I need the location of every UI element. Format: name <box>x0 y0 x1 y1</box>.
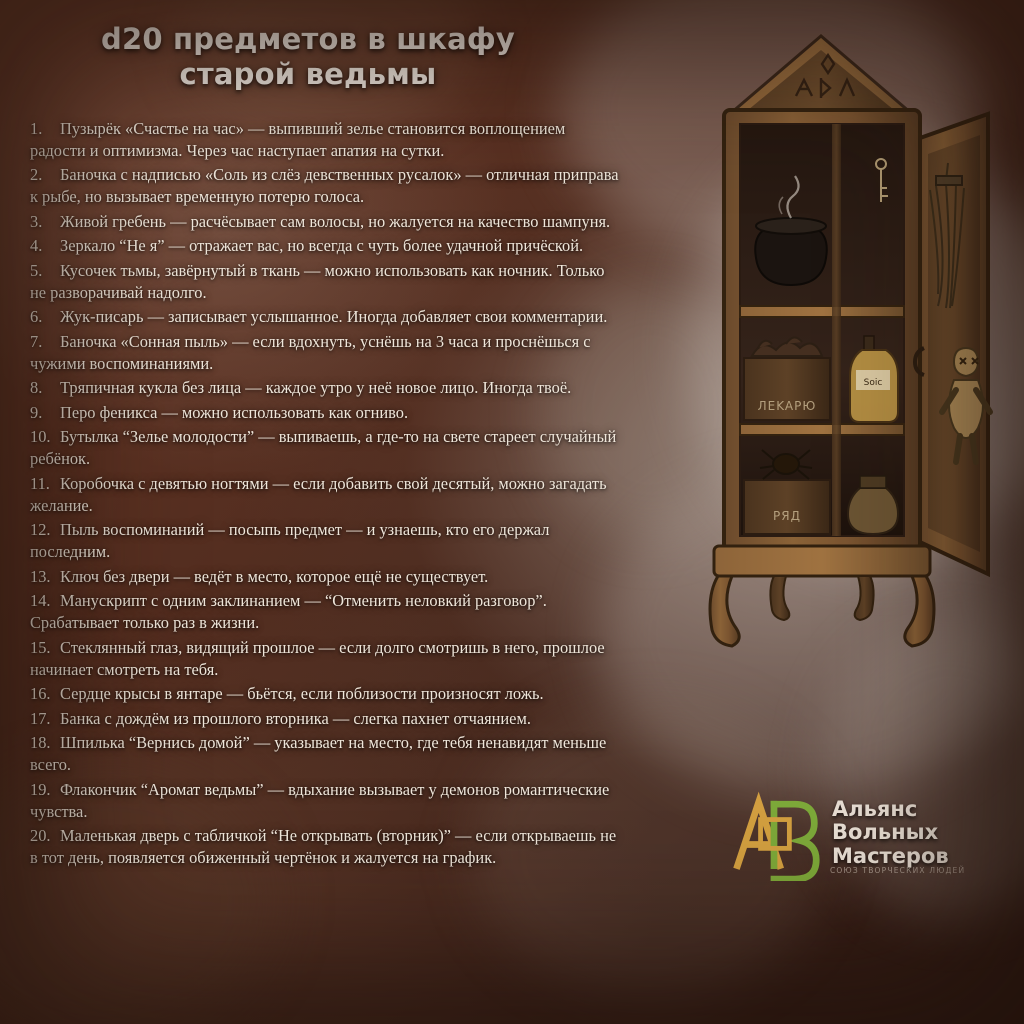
list-item-text: Коробочка с девятью ногтями — если добавить свой десятый, можно загадать желание. <box>30 473 607 515</box>
list-item <box>30 211 622 233</box>
list-item-text: Жук-писарь — записывает услышанное. Иногда добавляет свои комментарии. <box>60 307 608 327</box>
list-item <box>30 118 622 162</box>
svg-text:Soic: Soic <box>863 378 883 388</box>
list-item <box>30 779 622 823</box>
list-item-number: 11. <box>30 473 50 493</box>
title-line-2: старой ведьмы <box>179 57 437 92</box>
list-item <box>30 402 622 424</box>
item-list <box>30 118 622 872</box>
list-item <box>30 519 622 563</box>
list-item-number: 20. <box>30 826 51 846</box>
list-item-number: 7. <box>30 331 43 351</box>
list-item-number: 3. <box>30 211 43 231</box>
list-item-number: 5. <box>30 260 43 280</box>
list-item-text: Маленькая дверь с табличкой “Не открывать (вторник)” — если открываешь не в тот день, появляется обиженный чертёнок и жалуется на график. <box>30 826 617 868</box>
list-item <box>30 377 622 399</box>
list-item-number: 9. <box>30 402 43 422</box>
list-item-text: Зеркало “Не я” — отражает вас, но всегда с чуть более удачной причёской. <box>60 236 584 256</box>
list-item-number: 16. <box>30 684 51 704</box>
list-item <box>30 306 622 328</box>
logo-mark-icon <box>726 785 822 881</box>
list-item <box>30 637 622 681</box>
witch-cabinet-illustration <box>636 18 1016 668</box>
list-item-number: 15. <box>30 637 51 657</box>
list-item-text: Пузырёк «Счастье на час» — выпивший зелье становится воплощением радости и оптимизма. Через час наступает апатия на сутки. <box>30 119 566 160</box>
list-item <box>30 683 622 705</box>
list-item <box>30 825 622 869</box>
list-item-text: Сердце крысы в янтаре — бьётся, если поблизости произносят ложь. <box>60 684 544 704</box>
list-item-text: Шпилька “Вернись домой” — указывает на место, где тебя ненавидят меньше всего. <box>30 733 607 775</box>
brand-logo <box>726 778 1006 888</box>
list-item-number: 13. <box>30 566 51 586</box>
list-item <box>30 590 622 634</box>
list-item-text: Манускрипт с одним заклинанием — “Отменить неловкий разговор”. Срабатывает только раз в жизни. <box>30 591 547 633</box>
list-item-number: 1. <box>30 119 43 138</box>
list-item <box>30 164 622 208</box>
list-item-text: Тряпичная кукла без лица — каждое утро у неё новое лицо. Иногда твоё. <box>60 378 572 398</box>
list-item <box>30 331 622 375</box>
logo-line-1: Альянс <box>832 796 918 821</box>
list-item-number: 4. <box>30 236 43 256</box>
list-item-text: Живой гребень — расчёсывает сам волосы, но жалуется на качество шампуня. <box>60 211 611 231</box>
logo-line-2: Вольных <box>832 820 939 845</box>
list-item <box>30 708 622 730</box>
list-item <box>30 473 622 517</box>
list-item-number: 18. <box>30 733 51 753</box>
list-item-number: 2. <box>30 165 43 185</box>
list-item-text: Баночка с надписью «Соль из слёз девственных русалок» — отличная приправа к рыбе, но вызывает временную потерю голоса. <box>30 165 619 207</box>
list-item <box>30 260 622 304</box>
list-item-number: 14. <box>30 591 51 611</box>
list-item-text: Баночка «Сонная пыль» — если вдохнуть, уснёшь на 3 часа и проснёшься с чужими воспоминаниями. <box>30 331 591 373</box>
list-item-number: 12. <box>30 520 51 540</box>
list-item-text: Кусочек тьмы, завёрнутый в ткань — можно использовать как ночник. Только не разворачивай надолго. <box>30 260 605 302</box>
list-item-number: 10. <box>30 427 51 447</box>
logo-wordmark <box>832 798 949 869</box>
list-item-number: 17. <box>30 708 51 728</box>
list-item <box>30 566 622 588</box>
list-item-text: Перо феникса — можно использовать как огниво. <box>60 402 409 422</box>
list-item-text: Банка с дождём из прошлого вторника — слегка пахнет отчаянием. <box>60 708 531 728</box>
page-title <box>28 22 588 93</box>
list-item-text: Стеклянный глаз, видящий прошлое — если долго смотришь в него, прошлое начинает смотреть на тебя. <box>30 637 605 679</box>
list-item <box>30 235 622 257</box>
title-line-1: d20 предметов в шкафу <box>100 22 516 56</box>
list-item-text: Бутылка “Зелье молодости” — выпиваешь, а где-то на свете стареет случайный ребёнок. <box>30 427 617 469</box>
list-item <box>30 426 622 470</box>
logo-tagline: СОЮЗ ТВОРЧЕСКИХ ЛЮДЕЙ <box>830 866 966 875</box>
logo-line-3: Мастеров <box>832 843 949 868</box>
list-item <box>30 732 622 776</box>
list-item-number: 19. <box>30 779 51 799</box>
list-item-text: Флакончик “Аромат ведьмы” — вдыхание вызывает у демонов романтические чувства. <box>30 779 610 821</box>
list-item-number: 8. <box>30 378 43 398</box>
svg-text:PЯД: PЯД <box>773 509 801 523</box>
svg-text:ЛEKAPЮ: ЛEKAPЮ <box>757 399 817 413</box>
list-item-number: 6. <box>30 307 43 327</box>
list-item-text: Пыль воспоминаний — посыпь предмет — и узнаешь, кто его держал последним. <box>30 520 550 562</box>
list-item-text: Ключ без двери — ведёт в место, которое ещё не существует. <box>60 566 489 586</box>
